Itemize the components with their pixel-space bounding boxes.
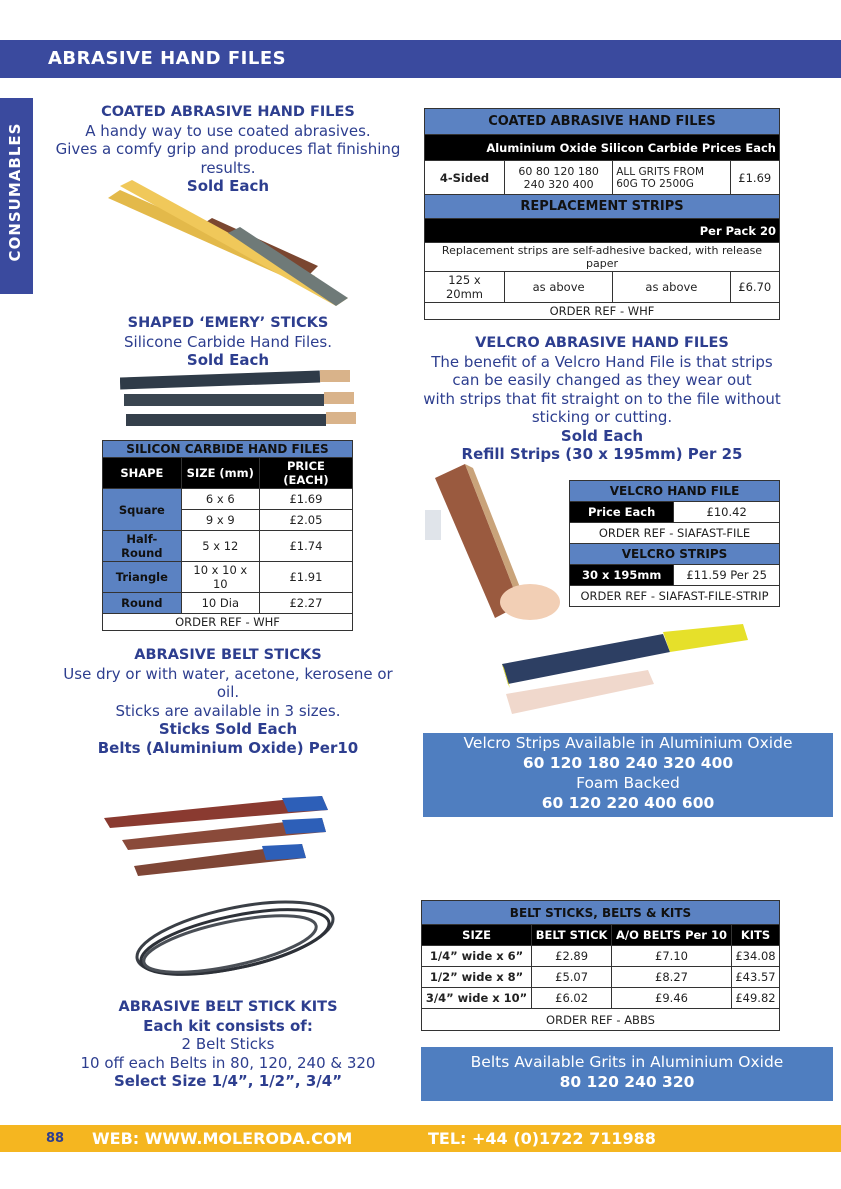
side-tab-label: CONSUMABLES xyxy=(6,122,24,262)
belt-line3: Sticks are available in 3 sizes. xyxy=(115,701,341,720)
belt-sticks-image xyxy=(102,790,332,890)
size-cell: 10 Dia xyxy=(181,593,259,614)
per-pack: Per Pack 20 xyxy=(425,219,780,243)
velcro-refill: Refill Strips (30 x 195mm) Per 25 xyxy=(461,445,743,463)
all-grits-line2: 60G TO 2500G xyxy=(616,177,694,190)
price-label: Price Each xyxy=(570,502,674,523)
replacement-title: REPLACEMENT STRIPS xyxy=(425,195,780,219)
shape-cell: Triangle xyxy=(103,562,182,593)
velcro-sold: Sold Each xyxy=(560,426,644,445)
coated-sold: Sold Each xyxy=(186,177,270,195)
shape-cell: Round xyxy=(103,593,182,614)
strip-price: £6.70 xyxy=(730,272,779,303)
velcro-table-title: VELCRO HAND FILE xyxy=(570,481,780,502)
velcro-heading: VELCRO ABRASIVE HAND FILES xyxy=(475,335,729,351)
col-ao-belts: A/O BELTS Per 10 xyxy=(612,925,732,946)
order-ref: ORDER REF - ABBS xyxy=(422,1009,780,1031)
order-ref: ORDER REF - WHF xyxy=(103,614,353,631)
velcro-strips-title: VELCRO STRIPS xyxy=(570,544,780,565)
belt-info-box xyxy=(421,1047,833,1101)
belt-box-line1: Belts Available Grits in Aluminium Oxide xyxy=(470,1053,784,1071)
stick-cell: £6.02 xyxy=(532,988,612,1009)
emery-heading: SHAPED ‘EMERY’ STICKS xyxy=(127,315,329,331)
belt-line1: Use dry or with water, acetone, kerosene or xyxy=(63,664,393,683)
page-number: 88 xyxy=(46,1131,65,1146)
kits-block xyxy=(48,998,408,1091)
belt-heading: ABRASIVE BELT STICKS xyxy=(134,647,322,663)
footer-tel[interactable]: TEL: +44 (0)1722 711988 xyxy=(428,1129,656,1148)
size-cell: 6 x 6 xyxy=(181,489,259,510)
as-above: as above xyxy=(505,272,613,303)
belt-table-title: BELT STICKS, BELTS & KITS xyxy=(422,901,780,925)
col-size: SIZE xyxy=(422,925,532,946)
size-cell: 9 x 9 xyxy=(181,510,259,531)
belts-cell: £8.27 xyxy=(612,967,732,988)
kits-line3: 10 off each Belts in 80, 120, 240 & 320 xyxy=(80,1053,376,1072)
grits-line2: 240 320 400 xyxy=(523,177,594,191)
coated-table xyxy=(424,108,780,320)
col-shape: SHAPE xyxy=(103,458,182,489)
velcro-line3: with strips that fit straight on to the file without xyxy=(423,389,781,408)
emery-line1: Silicone Carbide Hand Files. xyxy=(124,332,332,351)
grits-line1: 60 80 120 180 xyxy=(518,164,599,178)
belt-sticks-table xyxy=(421,900,780,1031)
belt-box-line2: 80 120 240 320 xyxy=(559,1073,695,1091)
kits-heading: ABRASIVE BELT STICK KITS xyxy=(118,999,338,1015)
grits-cell xyxy=(505,161,613,195)
coated-files-image xyxy=(100,178,360,318)
size-cell: 10 x 10 x 10 xyxy=(181,562,259,593)
footer-web[interactable]: WEB: WWW.MOLERODA.COM xyxy=(92,1129,353,1148)
coated-line1: A handy way to use coated abrasives. xyxy=(85,121,371,140)
kits-line1: Each kit consists of: xyxy=(143,1016,313,1035)
stick-cell: £2.89 xyxy=(532,946,612,967)
price-cell: £2.27 xyxy=(259,593,352,614)
belts-cell: £7.10 xyxy=(612,946,732,967)
price-cell: £1.69 xyxy=(730,161,779,195)
size-cell: 1/4” wide x 6” xyxy=(422,946,532,967)
belt-sold1: Sticks Sold Each xyxy=(158,720,298,738)
strip-size: 125 x 20mm xyxy=(425,272,505,303)
velcro-line2: can be easily changed as they wear out xyxy=(452,371,752,389)
order-ref: ORDER REF - WHF xyxy=(425,303,780,320)
velcro-table xyxy=(569,480,780,607)
kits-cell: £49.82 xyxy=(731,988,779,1009)
coated-heading: COATED ABRASIVE HAND FILES xyxy=(101,104,355,120)
price-cell: £1.74 xyxy=(259,531,352,562)
velcro-line1: The benefit of a Velcro Hand File is that strips xyxy=(431,352,773,371)
as-above: as above xyxy=(613,272,730,303)
strips-size: 30 x 195mm xyxy=(570,565,674,586)
belts-cell: £9.46 xyxy=(612,988,732,1009)
belt-sold2: Belts (Aluminium Oxide) Per10 xyxy=(97,738,359,757)
size-cell: 3/4” wide x 10” xyxy=(422,988,532,1009)
emery-sold: Sold Each xyxy=(186,351,270,369)
replacement-note-line2: paper xyxy=(586,257,618,270)
price-cell: £2.05 xyxy=(259,510,352,531)
order-ref: ORDER REF - SIAFAST-FILE xyxy=(570,523,780,544)
velcro-box-line1: Velcro Strips Available in Aluminium Oxide xyxy=(463,734,793,752)
page-title: ABRASIVE HAND FILES xyxy=(48,48,287,69)
coated-subheader: Aluminium Oxide Silicon Carbide Prices Each xyxy=(425,135,780,161)
kits-line4: Select Size 1/4”, 1/2”, 3/4” xyxy=(113,1072,343,1090)
emery-block xyxy=(48,314,408,370)
coated-line3: results. xyxy=(200,158,256,177)
kits-cell: £43.57 xyxy=(731,967,779,988)
size-cell: 1/2” wide x 8” xyxy=(422,967,532,988)
velcro-block xyxy=(420,334,784,464)
velcro-strips-image xyxy=(498,622,753,722)
col-kits: KITS xyxy=(731,925,779,946)
kits-line2: 2 Belt Sticks xyxy=(181,1035,275,1053)
belt-line2: oil. xyxy=(216,683,240,701)
coated-line2: Gives a comfy grip and produces flat finishing xyxy=(55,140,401,158)
velcro-box-line4: 60 120 220 400 600 xyxy=(541,794,715,812)
shape-cell: Square xyxy=(103,489,182,531)
price-cell: £1.69 xyxy=(259,489,352,510)
velcro-file-image xyxy=(425,460,565,625)
belts-image xyxy=(130,898,340,978)
shape-cell: Half-Round xyxy=(103,531,182,562)
price-cell: £10.42 xyxy=(674,502,780,523)
silicon-carbide-table xyxy=(102,440,353,631)
belt-block xyxy=(48,646,408,757)
emery-sticks-image xyxy=(120,368,360,434)
all-grits-line1: ALL GRITS FROM xyxy=(616,165,705,178)
coated-table-title: COATED ABRASIVE HAND FILES xyxy=(425,109,780,135)
col-size: SIZE (mm) xyxy=(181,458,259,489)
row-label: 4-Sided xyxy=(425,161,505,195)
kits-cell: £34.08 xyxy=(731,946,779,967)
col-price: PRICE (EACH) xyxy=(259,458,352,489)
velcro-box-line3: Foam Backed xyxy=(576,774,680,792)
order-ref: ORDER REF - SIAFAST-FILE-STRIP xyxy=(570,586,780,607)
stick-cell: £5.07 xyxy=(532,967,612,988)
strips-price: £11.59 Per 25 xyxy=(674,565,780,586)
col-belt-stick: BELT STICK xyxy=(532,925,612,946)
velcro-box-line2: 60 120 180 240 320 400 xyxy=(522,754,734,772)
size-cell: 5 x 12 xyxy=(181,531,259,562)
all-grits-cell xyxy=(613,161,730,195)
velcro-line4: sticking or cutting. xyxy=(531,408,673,426)
velcro-info-box xyxy=(423,733,833,817)
replacement-note-line1: Replacement strips are self-adhesive backed, with release xyxy=(441,244,763,257)
price-cell: £1.91 xyxy=(259,562,352,593)
replacement-note xyxy=(425,243,780,272)
silicon-title: SILICON CARBIDE HAND FILES xyxy=(103,441,353,458)
